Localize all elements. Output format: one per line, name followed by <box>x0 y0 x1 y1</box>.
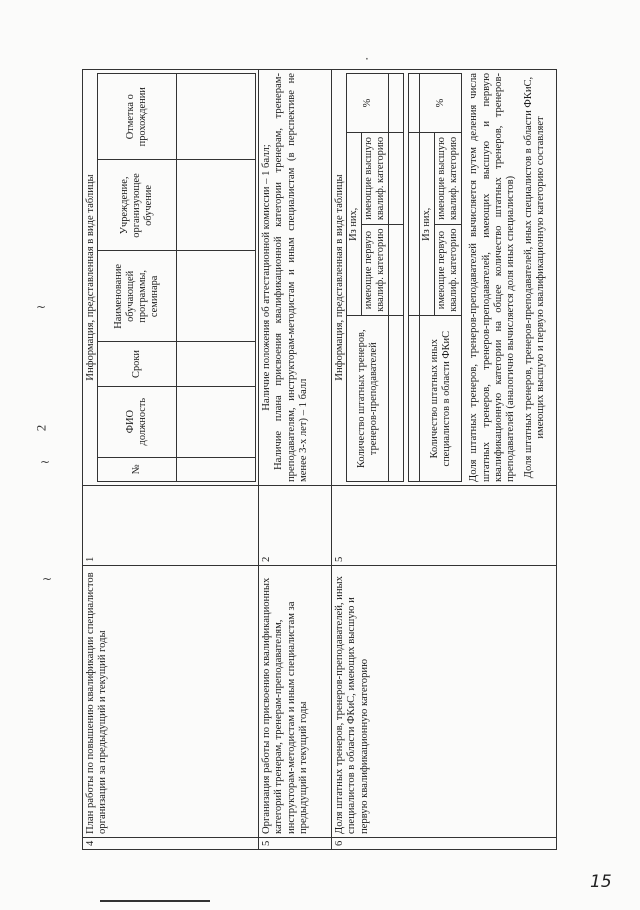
row-number: 6 <box>332 838 556 850</box>
empty-cell <box>389 74 404 133</box>
empty-cell <box>177 457 256 481</box>
empty-cell <box>409 316 420 482</box>
empty-cell <box>389 316 404 482</box>
col-header: имеющие первую квалиф. категорию <box>362 224 389 316</box>
score: 1 <box>83 486 259 566</box>
table-header-row <box>409 74 420 482</box>
percent-header: % <box>420 74 462 133</box>
table-header-row <box>98 74 177 482</box>
page-number: 2 <box>33 424 49 432</box>
col-header: Наименование обучающей программы, семинара <box>98 251 177 342</box>
col-header: ФИО должность <box>98 386 177 457</box>
info-heading: Информация, представленная в виде таблицы <box>334 174 346 381</box>
scan-underline <box>100 900 210 902</box>
empty-cell <box>177 160 256 251</box>
empty-cell <box>177 74 256 161</box>
criterion-title: Доля штатных тренеров, тренеров-преподавателей, иных специалистов в области ФКиС, имеющих высшую и первую квалификационную категорию <box>332 566 556 838</box>
empty-cell <box>389 133 404 225</box>
criterion-title: Организация работы по присвоению квалификационных категорий тренерам, тренерам-преподавателям, инструкторам-методистам и иным специалистам за предыдущий и текущий годы <box>259 566 332 838</box>
table-row <box>259 70 332 850</box>
explanation-paragraph: Доля штатных тренеров, тренеров-преподавателей вычисляется путем деления числа штатных тренеров, тренеров-преподавателей, имеющих высшую и первую квалификационную категории на общее количество штатных тренеров, тренеров-преподавателей (аналогично вычисляется доля иных специалистов) <box>468 73 517 482</box>
row-label: Количество штатных тренеров, тренеров-преподавателей <box>347 316 389 482</box>
empty-cell <box>177 251 256 342</box>
empty-cell <box>389 224 404 316</box>
specialists-table <box>408 73 462 482</box>
table-row <box>389 74 404 482</box>
rotated-content <box>82 70 547 850</box>
col-header: Отметка о прохождении <box>98 74 177 161</box>
training-table <box>97 73 256 482</box>
scoring-line: Наличие положения об аттестационной комиссии – 1 балл; <box>261 144 273 411</box>
empty-cell <box>177 342 256 386</box>
col-header: имеющие высшую квалиф. категорию <box>435 133 462 225</box>
table-row <box>332 70 556 850</box>
scoring-line: Наличие плана присвоения квалификационной категории тренерам, тренерам-преподавателям, инструкторам-методистам и иным специалистам (в перспективе не менее 3-х лет) – 1 балл <box>273 73 309 482</box>
info-cell <box>259 70 332 486</box>
col-header: Учреждение, организующее обучение <box>98 160 177 251</box>
subheader: Из них, <box>420 133 435 316</box>
col-header: Сроки <box>98 342 177 386</box>
empty-cell <box>409 74 420 133</box>
info-heading: Информация, представленная в виде таблицы <box>85 174 96 381</box>
empty-cell <box>409 133 420 316</box>
table-header-row <box>420 74 435 482</box>
row-number: 4 <box>83 838 259 850</box>
scan-mark: ~ <box>42 572 53 586</box>
table-header-row <box>347 74 362 482</box>
table-row <box>83 70 259 850</box>
coaches-table <box>346 73 404 482</box>
col-header: имеющие высшую квалиф. категорию <box>362 133 389 225</box>
percent-header: % <box>347 74 389 133</box>
scan-mark: · <box>365 52 369 66</box>
score: 2 <box>259 486 332 566</box>
subheader: Из них, <box>347 133 362 316</box>
scan-mark: ~ <box>40 455 51 469</box>
row-label: Количество штатных иных специалистов в области ФКиС <box>420 316 462 482</box>
score: 5 <box>332 486 556 566</box>
criteria-table <box>82 69 557 850</box>
info-cell <box>83 70 259 486</box>
handwritten-page-number: 15 <box>590 872 612 892</box>
scan-mark: ~ <box>36 300 47 314</box>
result-paragraph: Доля штатных тренеров, тренеров-преподавателей, иных специалистов в области ФКиС, имеющих высшую и первую квалификационную категорию составляет <box>523 76 547 479</box>
row-number: 5 <box>259 838 332 850</box>
col-header: № <box>98 457 177 481</box>
info-cell <box>332 70 556 486</box>
empty-cell <box>177 386 256 457</box>
table-row <box>177 74 256 482</box>
col-header: имеющие первую квалиф. категорию <box>435 224 462 316</box>
criterion-title: План работы по повышению квалификации специалистов организации за предыдущий и текущий годы <box>83 566 259 838</box>
